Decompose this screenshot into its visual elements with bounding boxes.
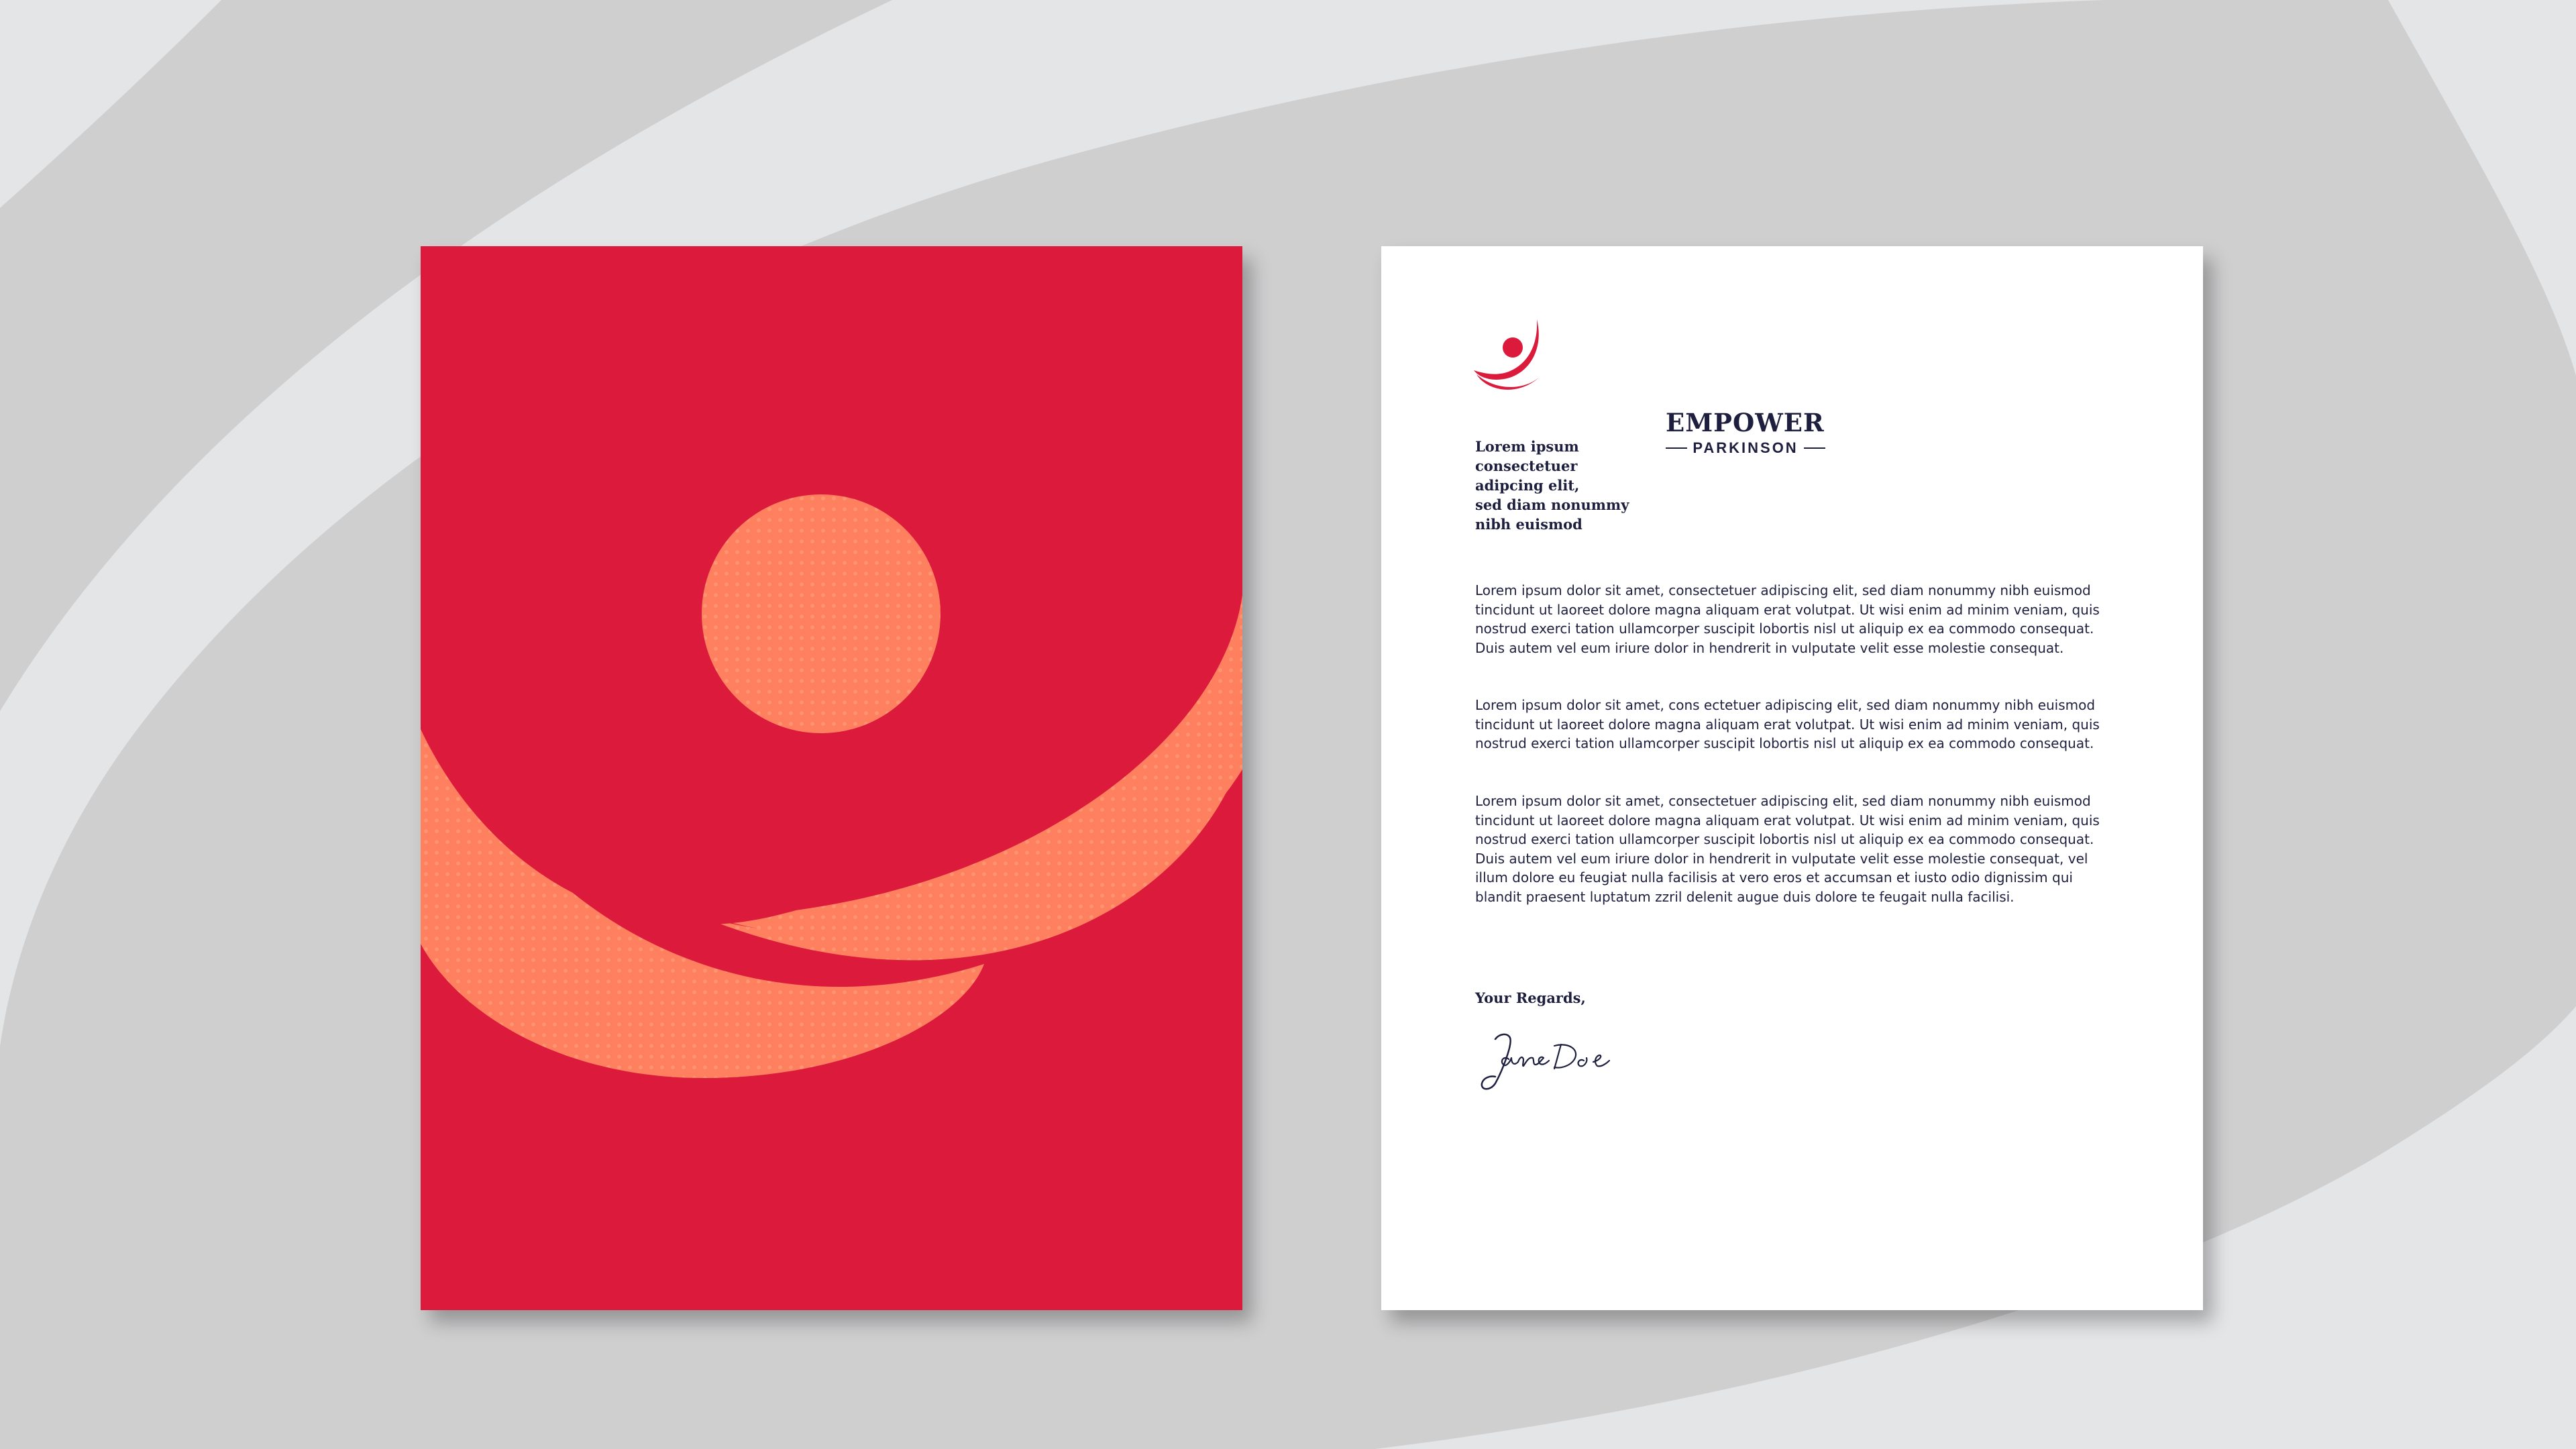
brand-name: EMPOWER (1666, 408, 1825, 437)
body-paragraph-2: Lorem ipsum dolor sit amet, cons ectetuer adipiscing elit, sed diam nonummy nibh euismod tincidunt ut laoreet dolore magna aliquam erat volutpat. Ut wisi enim ad minim veniam, quis nostrud exerci tation ullamcorper suscipit lobortis nisl ut aliquip ex ea commodo consequat. (1475, 697, 2100, 751)
letterhead-sheet (1381, 246, 2203, 1310)
empower-figure-icon (1472, 318, 1553, 398)
address-line: nibh euismod (1475, 516, 1582, 533)
cover-sheet (421, 246, 1242, 1310)
brand-subname-text: PARKINSON (1693, 439, 1799, 456)
address-line: Lorem ipsum (1475, 438, 1579, 455)
head-circle (702, 494, 941, 733)
body-paragraph-3: Lorem ipsum dolor sit amet, consectetuer adipiscing elit, sed diam nonummy nibh euismod tincidunt ut laoreet dolore magna aliquam erat volutpat. Ut wisi enim ad minim veniam, quis nostrud exerci tation ullamcorper suscipit lobortis nisl ut aliquip ex ea commodo consequat. Duis autem vel eum iriure dolor in hendrerit in vulputate velit esse molestie consequat, vel illum dolore eu feugiat nulla facilisis at vero eros et accumsan et iusto odio dignissim qui blandit praesent luptatum zzril delenit augue duis dolore te feugait nulla facilisi. (1475, 793, 2100, 905)
address-block (1475, 437, 1757, 534)
address-line: consectetuer (1475, 458, 1578, 474)
address-line: adipcing elit, (1475, 477, 1580, 494)
address-line: sed diam nonummy (1475, 496, 1629, 513)
subname-rule-right (1804, 447, 1825, 449)
handwritten-signature (1475, 1024, 1636, 1098)
closing-text: Your Regards, (1475, 989, 1586, 1006)
empower-figure-mark-large (421, 246, 1242, 1310)
body-paragraph-1: Lorem ipsum dolor sit amet, consectetuer adipiscing elit, sed diam nonummy nibh euismod tincidunt ut laoreet dolore magna aliquam erat volutpat. Ut wisi enim ad minim veniam, quis nostrud exerci tation ullamcorper suscipit lobortis nisl ut aliquip ex ea commodo consequat. Duis autem vel eum iriure dolor in hendrerit in vulputate velit esse molestie consequat. (1475, 582, 2100, 656)
